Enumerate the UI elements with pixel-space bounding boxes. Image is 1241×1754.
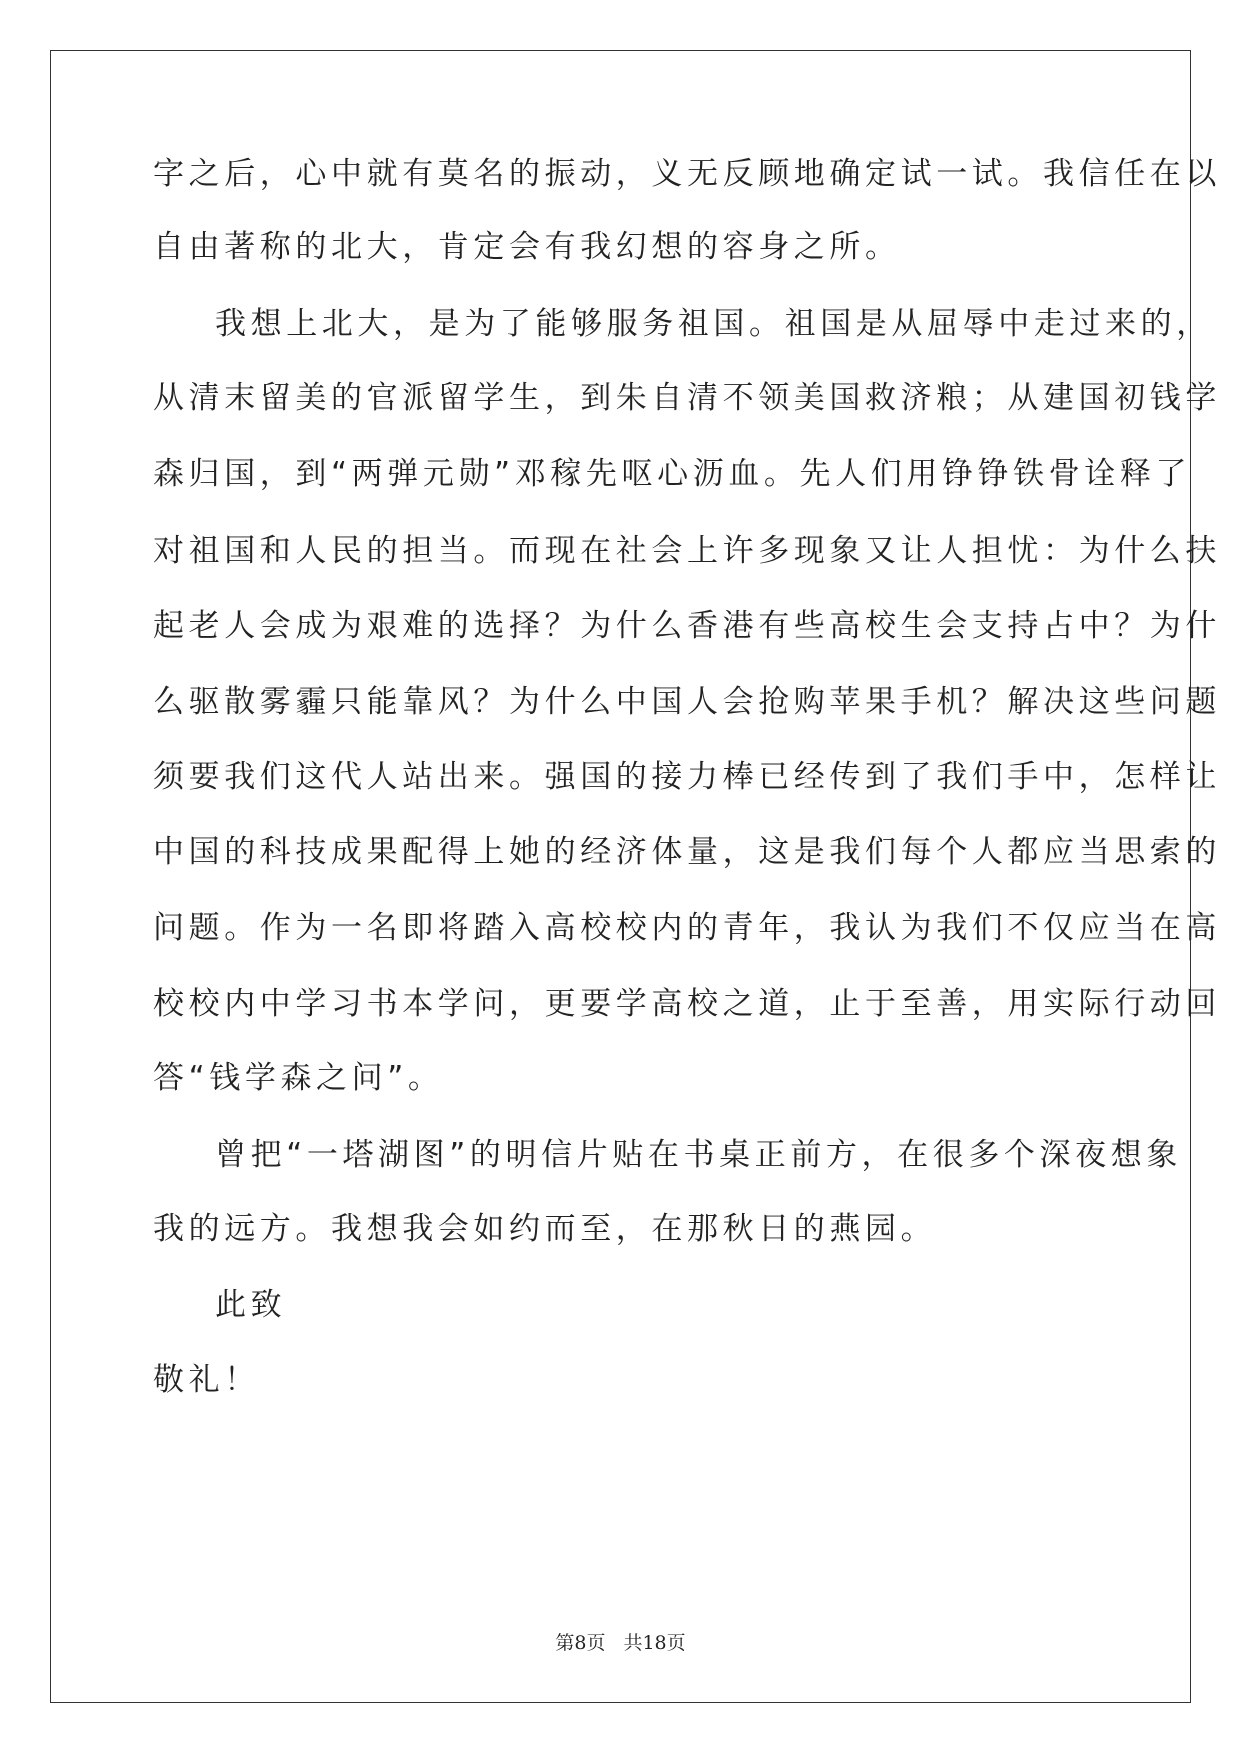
text-line: 字之后，心中就有莫名的振动，义无反顾地确定试一试。我信任在以 <box>153 156 1221 192</box>
text-line: 答“钱学森之问”。 <box>153 1060 444 1096</box>
text-line: 么驱散雾霾只能靠风？为什么中国人会抢购苹果手机？解决这些问题 <box>153 684 1221 720</box>
page-footer <box>0 1628 1241 1655</box>
page-total: 共18页 <box>623 1632 686 1654</box>
text-line: 起老人会成为艰难的选择？为什么香港有些高校生会支持占中？为什 <box>153 608 1221 644</box>
page-border <box>50 50 1221 1703</box>
closing-regards: 敬礼！ <box>153 1362 260 1398</box>
text-line: 自由著称的北大，肯定会有我幻想的容身之所。 <box>153 229 901 265</box>
paragraph-start-line: 我想上北大，是为了能够服务祖国。祖国是从屈辱中走过来的， <box>215 306 1212 342</box>
paragraph-start-line: 曾把“一塔湖图”的明信片贴在书桌正前方，在很多个深夜想象 <box>215 1137 1182 1173</box>
page-number: 第8页 <box>555 1632 606 1654</box>
text-line: 须要我们这代人站出来。强国的接力棒已经传到了我们手中，怎样让 <box>153 759 1221 795</box>
closing-salutation: 此致 <box>215 1287 287 1323</box>
text-line: 森归国，到“两弹元勋”邓稼先呕心沥血。先人们用铮铮铁骨诠释了 <box>153 456 1192 492</box>
text-line: 中国的科技成果配得上她的经济体量，这是我们每个人都应当思索的 <box>153 834 1221 870</box>
text-line: 对祖国和人民的担当。而现在社会上许多现象又让人担忧：为什么扶 <box>153 533 1221 569</box>
text-line: 我的远方。我想我会如约而至，在那秋日的燕园。 <box>153 1211 937 1247</box>
text-line: 从清末留美的官派留学生，到朱自清不领美国救济粮；从建国初钱学 <box>153 380 1221 416</box>
text-line: 问题。作为一名即将踏入高校校内的青年，我认为我们不仅应当在高 <box>153 910 1221 946</box>
text-line: 校校内中学习书本学问，更要学高校之道，止于至善，用实际行动回 <box>153 986 1221 1022</box>
